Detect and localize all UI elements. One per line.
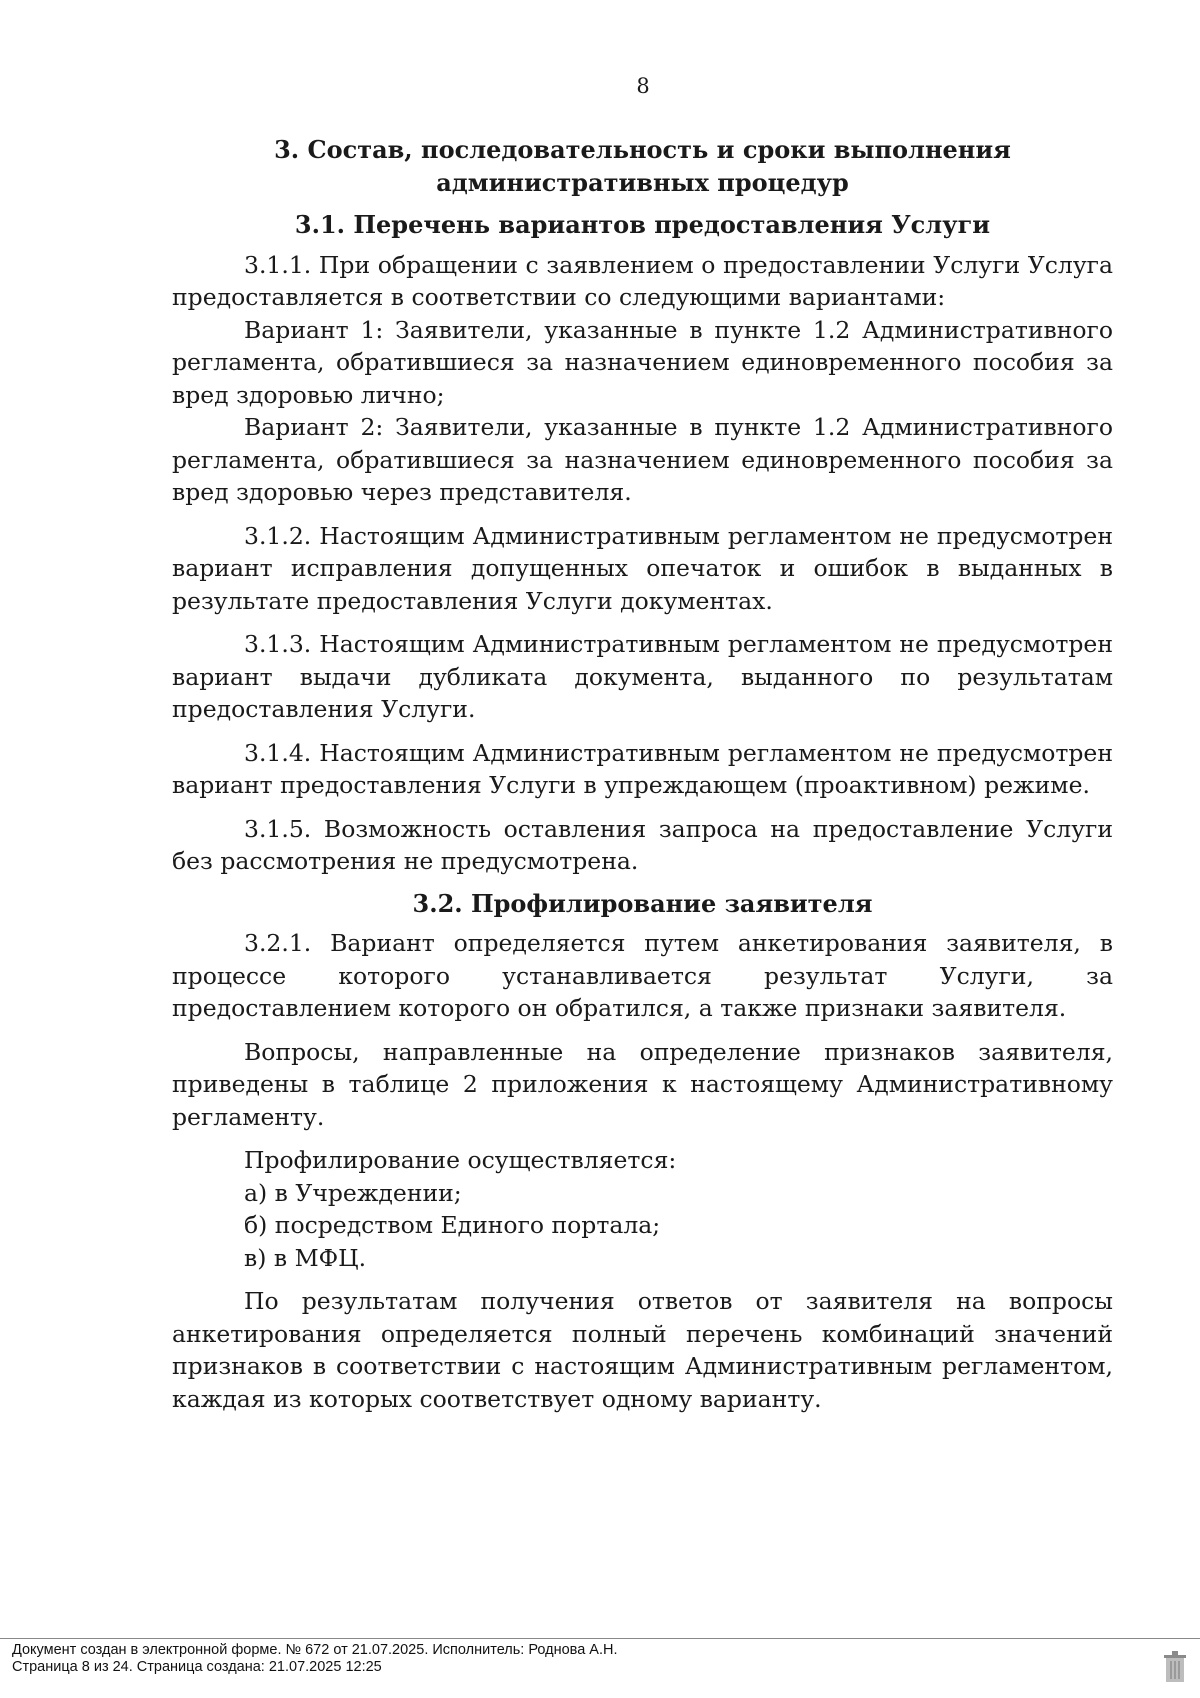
trash-icon (1164, 1650, 1186, 1684)
section-title: 3. Состав, последовательность и сроки выполнения административных процедур (274, 135, 1011, 197)
paragraph-3-1-5: 3.1.5. Возможность оставления запроса на предоставление Услуги без рассмотрения не предусмотрена. (172, 814, 1113, 875)
page-number: 8 (636, 74, 650, 98)
list-item: б) посредством Единого портала; (244, 1211, 661, 1239)
subsection-title-3-2: 3.2. Профилирование заявителя (412, 888, 873, 918)
variant-1: Вариант 1: Заявители, указанные в пункте 1.2 Административного регламента, обратившиеся за назначением единовременного пособия за вред здоровью лично; (172, 315, 1113, 409)
footer-line-2: Страница 8 из 24. Страница создана: 21.07.2025 12:25 (12, 1659, 382, 1675)
paragraph-3-1-3: 3.1.3. Настоящим Административным регламентом не предусмотрен вариант выдачи дубликата документа, выданного по результатам предоставления Услуги. (172, 630, 1113, 723)
subsection-title-3-1: 3.1. Перечень вариантов предоставления Услуги (294, 210, 991, 239)
footer-divider (0, 1638, 1200, 1639)
list-item: а) в Учреждении; (244, 1178, 462, 1207)
document-body (172, 134, 1113, 1415)
paragraph-3-1-4: 3.1.4. Настоящим Административным регламентом не предусмотрен вариант предоставления Услуги в упреждающем (проактивном) режиме. (172, 738, 1113, 799)
profiling-intro: Профилирование осуществляется: (244, 1146, 677, 1174)
paragraph-result: По результатам получения ответов от заявителя на вопросы анкетирования определяется полный перечень комбинаций значений признаков в соответствии с настоящим Административным регламентом, каждая из которых соответствует одному варианту. (172, 1287, 1113, 1413)
variant-2: Вариант 2: Заявители, указанные в пункте 1.2 Административного регламента, обратившиеся за назначением единовременного пособия за вред здоровью через представителя. (172, 413, 1113, 506)
paragraph-questions: Вопросы, направленные на определение признаков заявителя, приведены в таблице 2 приложения к настоящему Административному регламенту. (172, 1037, 1113, 1131)
list-item: в) в МФЦ. (244, 1243, 367, 1272)
paragraph-3-2-1: 3.2.1. Вариант определяется путем анкетирования заявителя, в процессе которого устанавливается результат Услуги, за предоставлением которого он обратился, а также признаки заявителя. (172, 929, 1113, 1022)
paragraph-3-1-1: 3.1.1. При обращении с заявлением о предоставлении Услуги Услуга предоставляется в соответствии со следующими вариантами: (172, 250, 1113, 311)
footer (12, 1642, 618, 1676)
footer-line-1: Документ создан в электронной форме. № 672 от 21.07.2025. Исполнитель: Роднова А.Н. (12, 1642, 618, 1658)
paragraph-3-1-2: 3.1.2. Настоящим Административным регламентом не предусмотрен вариант исправления допущенных опечаток и ошибок в выданных в результате предоставления Услуги документах. (172, 521, 1113, 615)
